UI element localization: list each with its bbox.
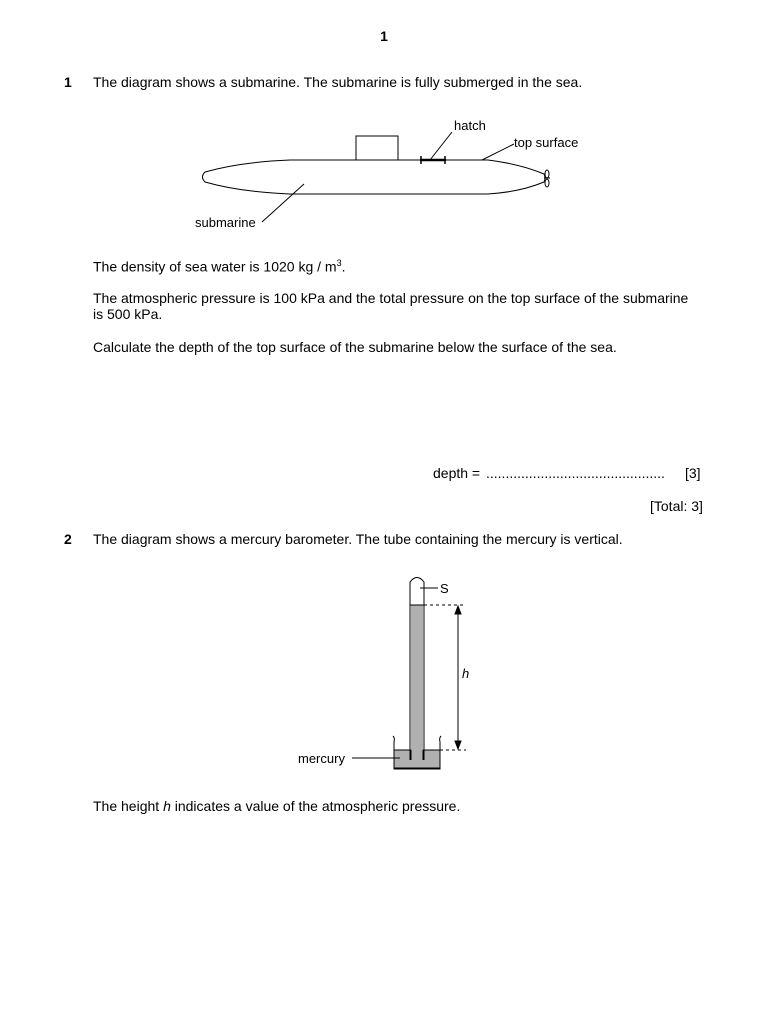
depth-answer-label: depth = [433,465,481,481]
top-surface-leader [482,144,514,160]
propeller-blade-bottom [545,179,549,187]
label-submarine: submarine [195,215,256,230]
submarine-tower [356,136,398,160]
label-s: S [440,581,449,596]
submarine-hull [203,160,546,194]
label-h: h [462,666,470,681]
submarine-leader [262,184,304,222]
label-hatch: hatch [454,118,486,133]
propeller-blade-top [545,170,549,178]
height-statement: The height h indicates a value of the atmospheric pressure. [93,798,461,814]
question-1-number: 1 [64,74,72,90]
hatch-leader [430,132,452,160]
barometer-diagram [290,570,490,780]
question-2-number: 2 [64,531,72,547]
question-1-total: [Total: 3] [650,498,703,514]
question-1-intro: The diagram shows a submarine. The submarine is fully submerged in the sea. [93,74,583,90]
pressure-statement: The atmospheric pressure is 100 kPa and the total pressure on the top surface of the submarine is 500 kPa. [93,290,689,322]
question-2-intro: The diagram shows a mercury barometer. The tube containing the mercury is vertical. [93,531,623,547]
label-top-surface: top surface [514,135,579,150]
label-mercury: mercury [298,751,345,766]
question-1-task: Calculate the depth of the top surface of the submarine below the surface of the sea. [93,339,617,355]
mercury-column [411,605,423,761]
density-statement: The density of sea water is 1020 kg / $m^3$. [93,258,346,275]
page-number: 1 [380,28,388,44]
question-1-marks: [3] [685,465,701,481]
submarine-diagram [180,112,590,234]
depth-answer-line[interactable]: .............................................. [486,465,665,481]
